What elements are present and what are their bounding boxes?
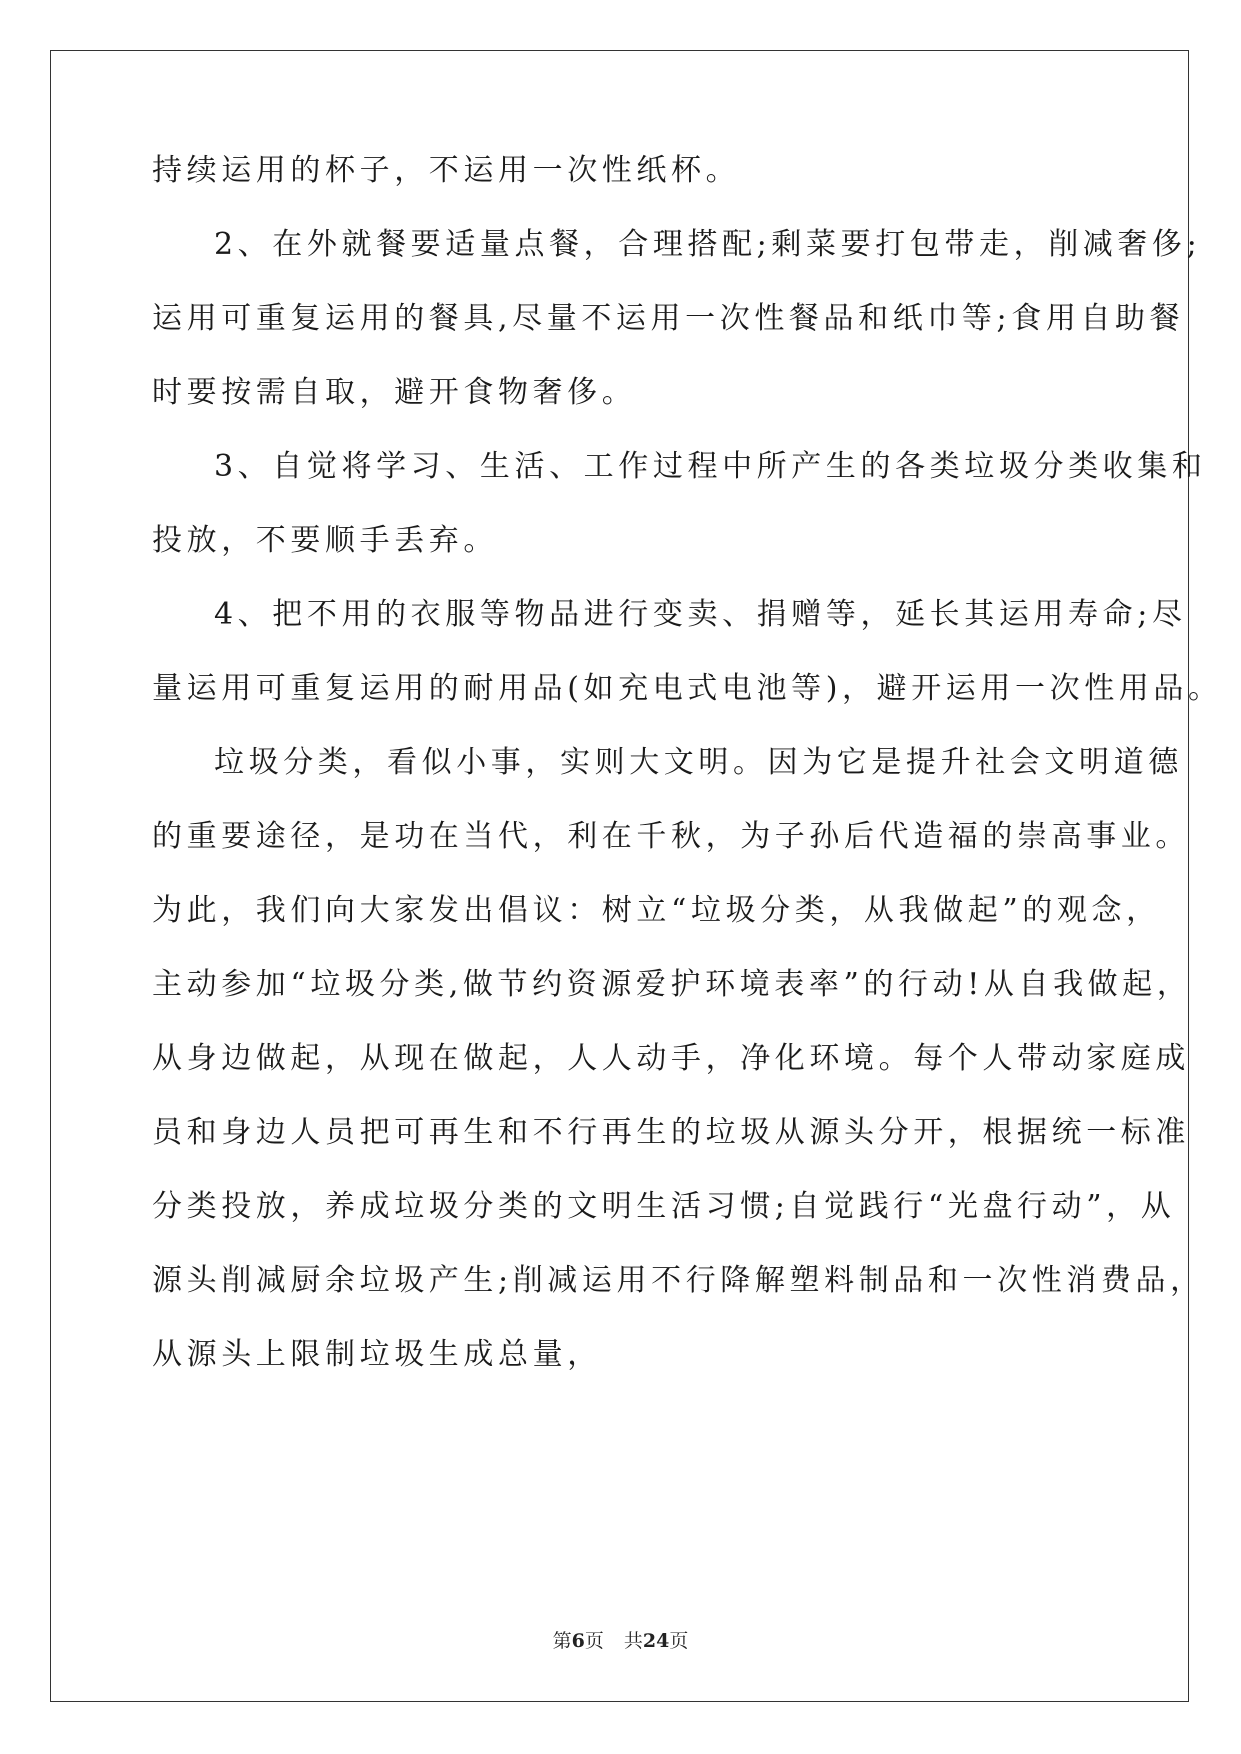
page-prefix: 第 bbox=[552, 1630, 572, 1652]
text-line-17: 从源头上限制垃圾生成总量， bbox=[152, 1337, 602, 1372]
total-prefix: 共 bbox=[623, 1630, 643, 1652]
text-line-2: 2、在外就餐要适量点餐，合理搭配;剩菜要打包带走，削减奢侈; bbox=[214, 227, 1202, 262]
text-line-14: 员和身边人员把可再生和不行再生的垃圾从源头分开，根据统一标准 bbox=[152, 1115, 1190, 1150]
text-line-13: 从身边做起，从现在做起，人人动手，净化环境。每个人带动家庭成 bbox=[152, 1041, 1190, 1076]
text-line-4: 时要按需自取，避开食物奢侈。 bbox=[152, 375, 637, 410]
text-line-7: 4、把不用的衣服等物品进行变卖、捐赠等，延长其运用寿命;尽 bbox=[214, 597, 1187, 632]
text-line-1: 持续运用的杯子，不运用一次性纸杯。 bbox=[152, 153, 741, 188]
page-footer bbox=[0, 1626, 1241, 1653]
text-line-15: 分类投放，养成垃圾分类的文明生活习惯;自觉践行“光盘行动”，从 bbox=[152, 1189, 1176, 1224]
text-line-5: 3、自觉将学习、生活、工作过程中所产生的各类垃圾分类收集和 bbox=[214, 449, 1207, 484]
total-pages: 24 bbox=[642, 1630, 670, 1652]
text-line-11: 为此，我们向大家发出倡议：树立“垃圾分类，从我做起”的观念， bbox=[152, 893, 1161, 928]
text-line-16: 源头削减厨余垃圾产生;削减运用不行降解塑料制品和一次性消费品， bbox=[152, 1263, 1205, 1298]
text-line-8: 量运用可重复运用的耐用品(如充电式电池等)，避开运用一次性用品。 bbox=[152, 671, 1223, 706]
text-line-3: 运用可重复运用的餐具,尽量不运用一次性餐品和纸巾等;食用自助餐 bbox=[152, 301, 1185, 336]
text-line-10: 的重要途径，是功在当代，利在千秋，为子孙后代造福的崇高事业。 bbox=[152, 819, 1190, 854]
page-suffix: 页 bbox=[584, 1630, 604, 1652]
total-suffix: 页 bbox=[669, 1630, 689, 1652]
text-line-12: 主动参加“垃圾分类,做节约资源爱护环境表率”的行动!从自我做起， bbox=[152, 967, 1192, 1002]
text-line-6: 投放，不要顺手丢弃。 bbox=[152, 523, 498, 558]
text-line-9: 垃圾分类，看似小事，实则大文明。因为它是提升社会文明道德 bbox=[214, 745, 1183, 780]
page-number: 6 bbox=[571, 1630, 585, 1652]
